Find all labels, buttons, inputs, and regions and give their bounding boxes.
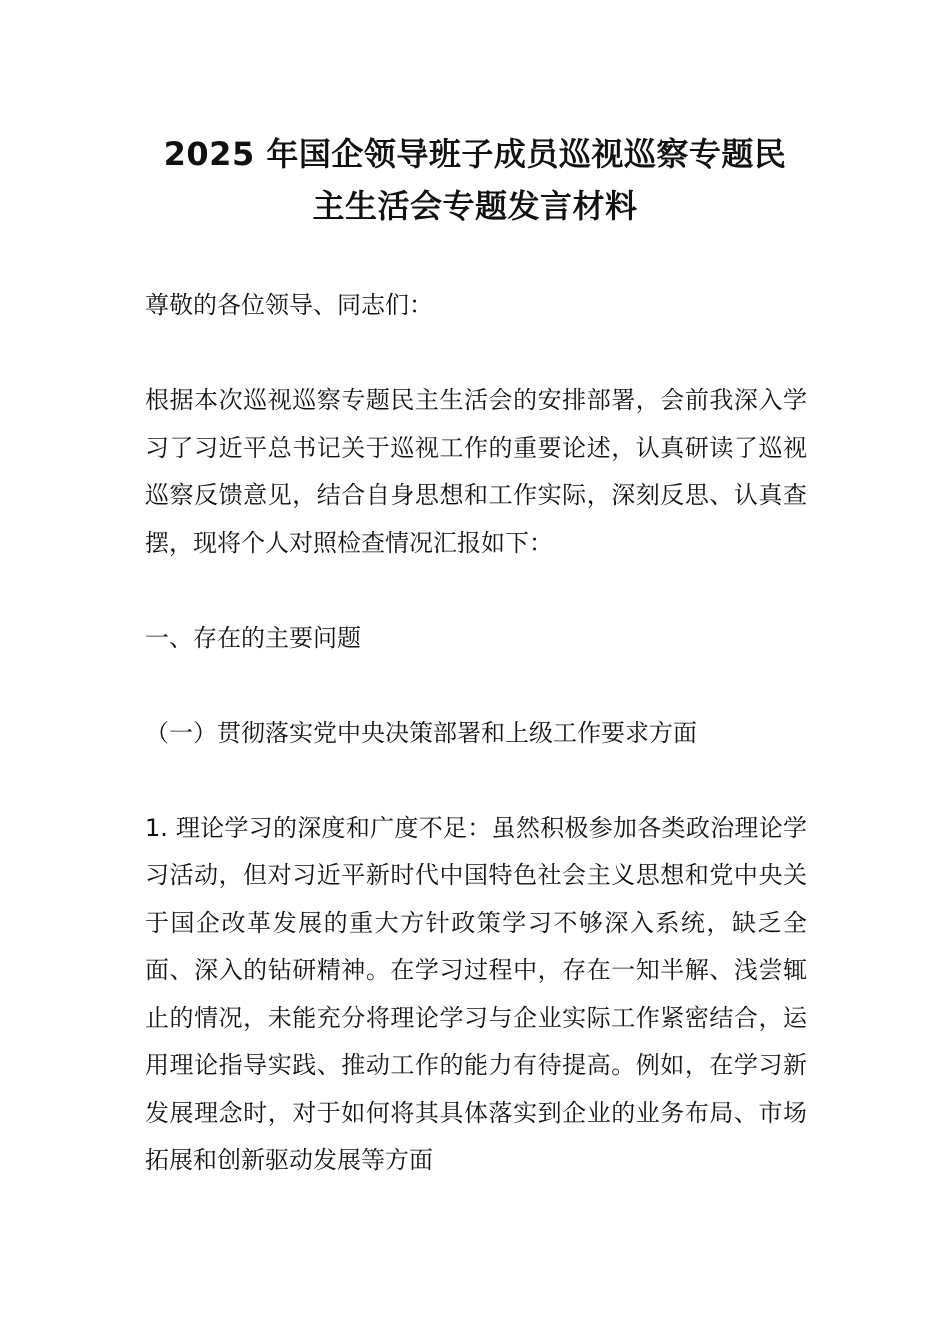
item-1-number: 1. xyxy=(145,813,168,842)
item-1-paragraph xyxy=(145,805,807,1185)
item-1-text: 理论学习的深度和广度不足：虽然积极参加各类政治理论学习活动，但对习近平新时代中国特色社会主义思想和党中央关于国企改革发展的重大方针政策学习不够深入系统，缺乏全面、深入的钻研精神。在学习过程中，存在一知半解、浅尝辄止的情况，未能充分将理论学习与企业实际工作紧密结合，运用理论指导实践、推动工作的能力有待提高。例如，在学习新发展理念时，对于如何将其具体落实到企业的业务布局、市场拓展和创新驱动发展等方面 xyxy=(145,813,807,1174)
section-heading-1: 一、存在的主要问题 xyxy=(145,623,361,652)
title-line-2: 主生活会专题发言材料 xyxy=(312,187,638,225)
subsection-heading-1: （一）贯彻落实党中央决策部署和上级工作要求方面 xyxy=(145,718,697,747)
title-line-1: 2025 年国企领导班子成员巡视巡察专题民 xyxy=(163,135,787,173)
salutation: 尊敬的各位领导、同志们： xyxy=(145,291,433,319)
intro-paragraph: 根据本次巡视巡察专题民主生活会的安排部署，会前我深入学习了习近平总书记关于巡视工作的重要论述，认真研读了巡视巡察反馈意见，结合自身思想和工作实际，深刻反思、认真查摆，现将个人对照检查情况汇报如下： xyxy=(145,386,807,557)
document-body xyxy=(145,282,807,1185)
document-title xyxy=(145,128,805,232)
